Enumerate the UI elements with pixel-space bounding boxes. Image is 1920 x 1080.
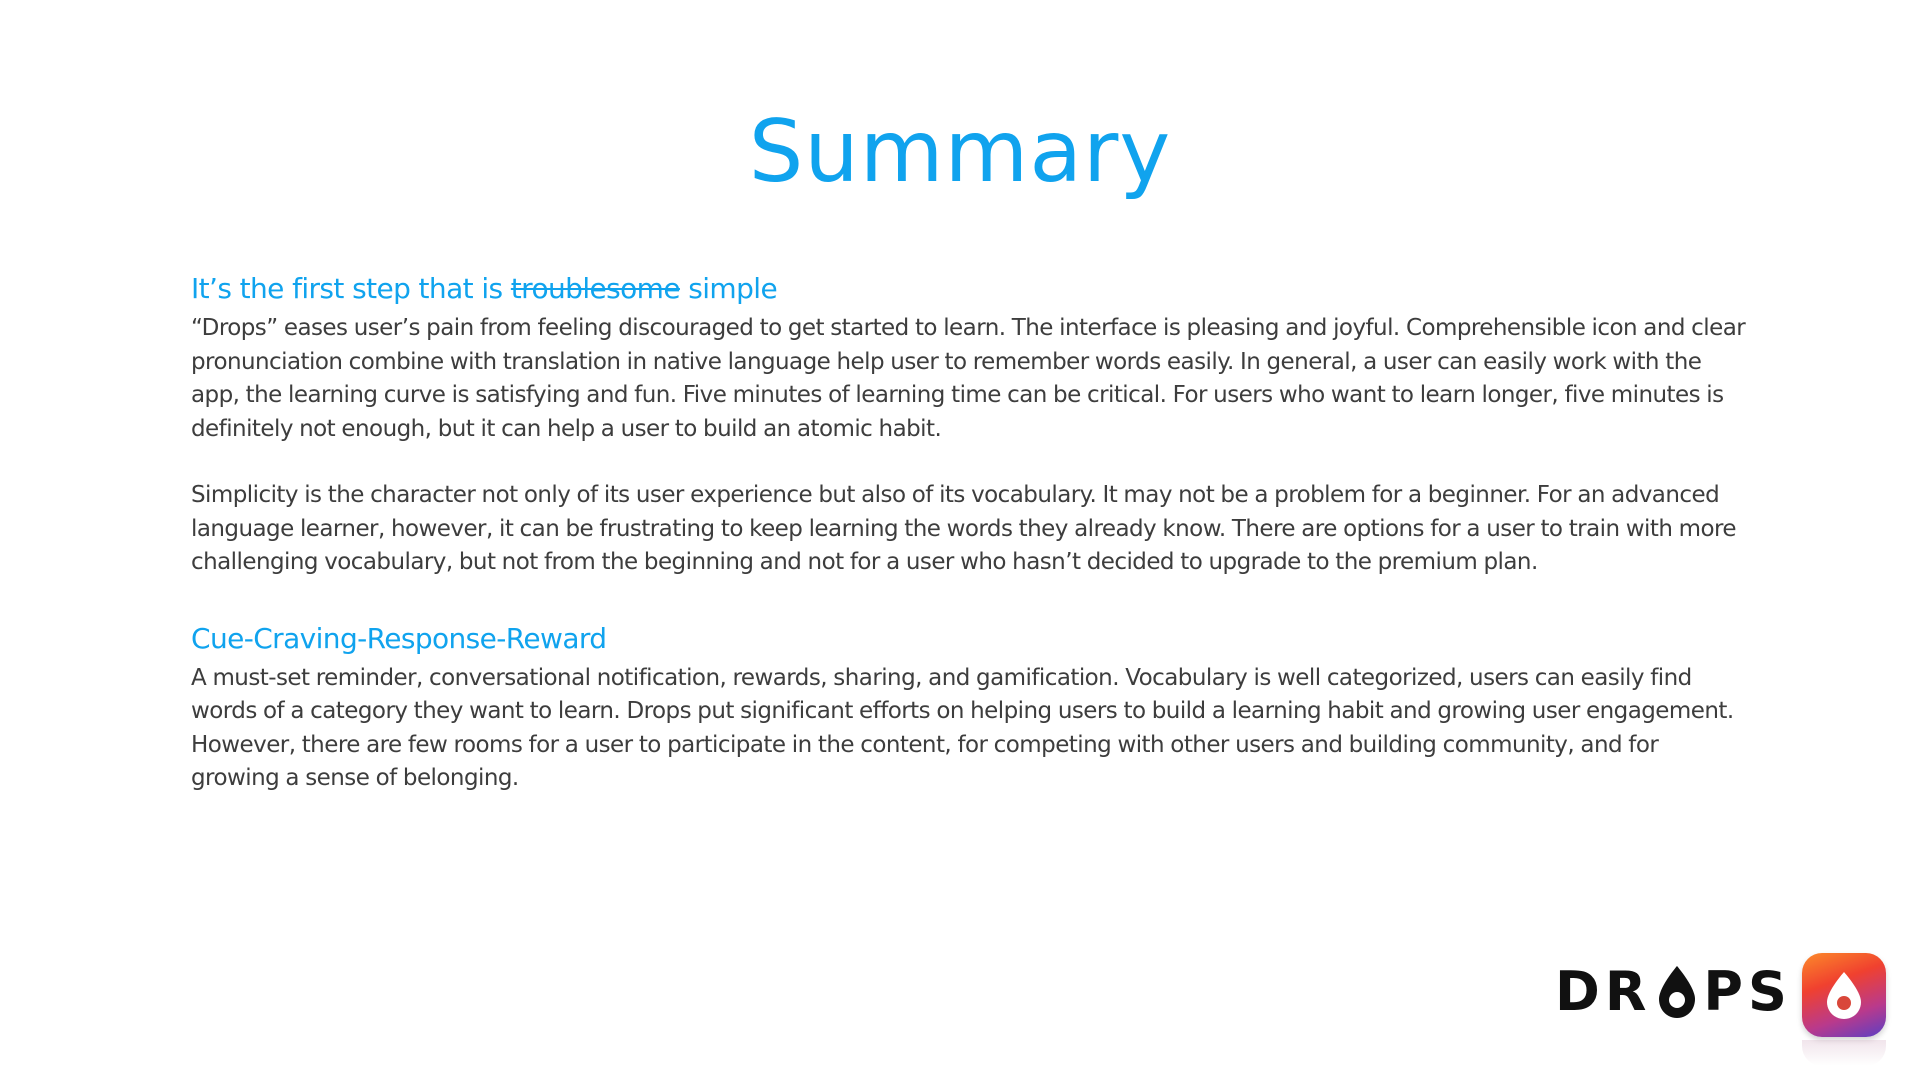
summary-content	[191, 268, 1751, 796]
wordmark-end: PS	[1703, 960, 1792, 1023]
heading-struck-word: troublesome	[510, 272, 680, 305]
drops-wordmark-logo	[1555, 960, 1792, 1024]
drop-icon	[1654, 963, 1700, 1021]
slide-title: Summary	[748, 102, 1172, 202]
section-heading-first-step	[191, 268, 1751, 310]
paragraph-habit-loop: A must-set reminder, conversational notification, rewards, sharing, and gamification. Vocabulary is well categorized, users can easily find words of a category they want to learn. Drops put significant efforts on helping users to build a learning habit and growing user engagement. However, there are few rooms for a user to participate in the content, for competing with other users and building community, and for growing a sense of belonging.	[191, 664, 1734, 791]
heading-suffix: simple	[679, 272, 778, 305]
drops-app-icon	[1802, 953, 1886, 1037]
section-heading-habit-loop: Cue-Craving-Response-Reward	[191, 621, 607, 655]
app-icon-drop-icon	[1822, 969, 1866, 1021]
paragraph-drops-ease: “Drops” eases user’s pain from feeling discouraged to get started to learn. The interface is pleasing and joyful. Comprehensible icon and clear pronunciation combine with translation in native language help user to remember words easily. In general, a user can easily work with the app, the learning curve is satisfying and fun. Five minutes of learning time can be critical. For users who want to learn longer, five minutes is definitely not enough, but it can help a user to build an atomic habit.	[191, 315, 1746, 442]
paragraph-simplicity: Simplicity is the character not only of its user experience but also of its vocabulary. It may not be a problem for a beginner. For an advanced language learner, however, it can be frustrating to keep learning the words they already know. There are options for a user to train with more challenging vocabulary, but not from the beginning and not for a user who hasn’t decided to upgrade to the premium plan.	[191, 482, 1736, 575]
app-icon-reflection	[1802, 1040, 1886, 1066]
wordmark-start: DR	[1555, 960, 1652, 1023]
heading-prefix: It’s the first step that is	[191, 272, 511, 305]
